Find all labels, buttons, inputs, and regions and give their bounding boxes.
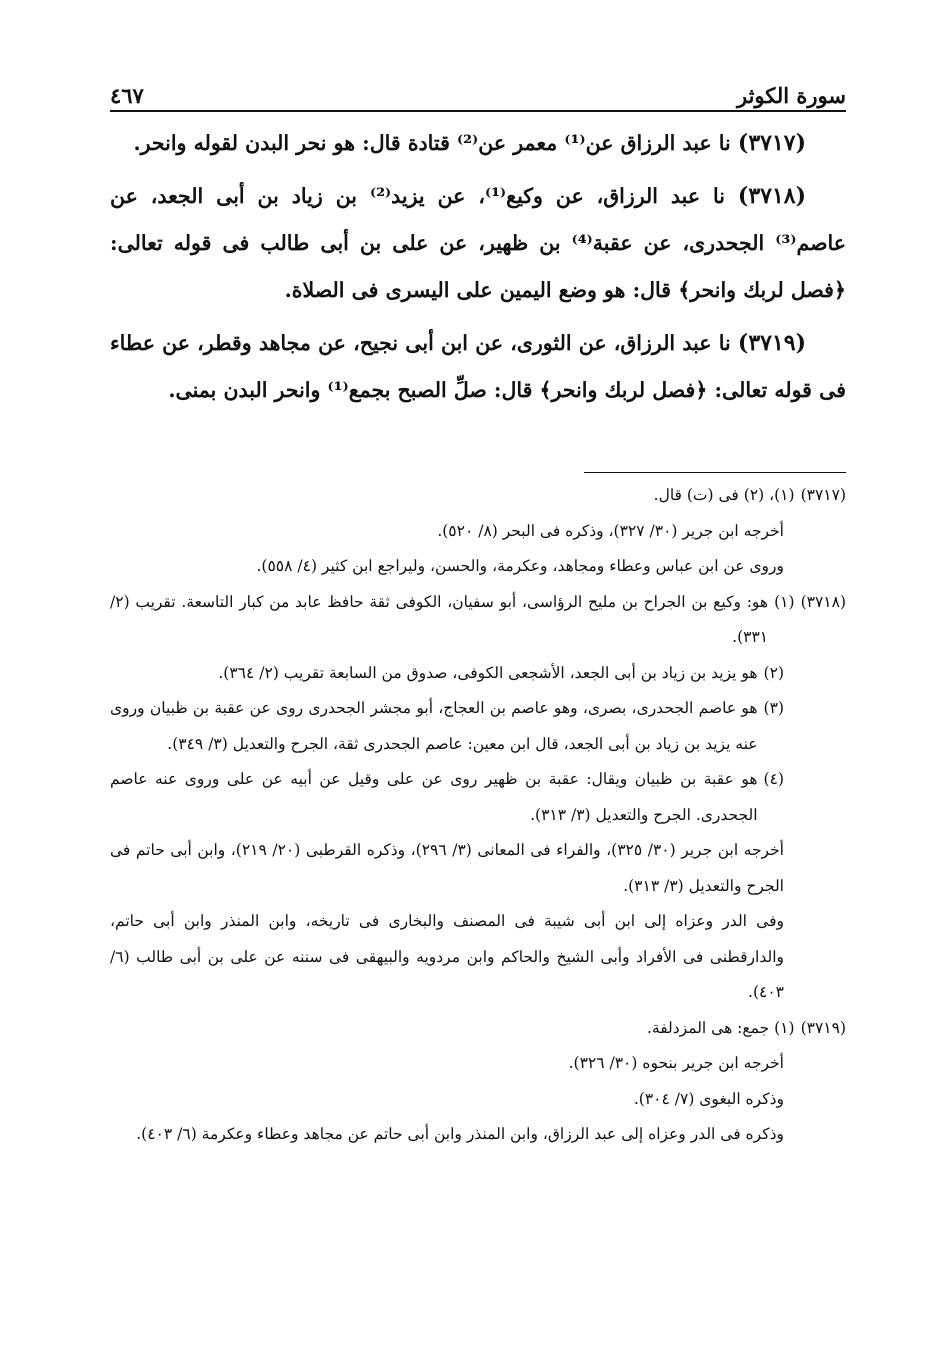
footnote-text: هو: وكيع بن الجراح بن مليح الرؤاسى، أبو سفيان، الكوفى ثقة حافظ عابد من كبار التاسعة. تقريب (٢/ ٣٣١). (110, 592, 769, 646)
footnote-3719-head (110, 1011, 846, 1047)
footnote-sub-id: (٣) (763, 699, 784, 717)
narration-3718 (110, 173, 846, 314)
footnote-3718-item-3 (110, 691, 846, 762)
footnote-id: (٣٧١٧) (800, 486, 846, 504)
footnote-id: (٣٧١٨) (800, 592, 846, 611)
page-number: ٤٦٧ (110, 83, 144, 108)
surah-title: سورة الكوثر (736, 83, 846, 108)
page-header (110, 74, 846, 108)
main-text (110, 120, 846, 420)
footnote-text: (١) جمع: هى المزدلفة. (646, 1018, 795, 1037)
footnote-line: وذكره فى الدر وعزاه إلى عبد الرزاق، وابن المنذر وابن أبى حاتم عن مجاهد وعطاء وعكرمة (٦/ ٤٠٣). (136, 1125, 784, 1143)
footnote-line: وروى عن ابن عباس وعطاء ومجاهد، وعكرمة، والحسن، وليراجع ابن كثير (٤/ ٥٥٨). (256, 557, 784, 575)
footnote-sub-id: (١) (774, 592, 795, 611)
narration-number: (٣٧١٩) (737, 330, 806, 356)
footnote-line: أخرجه ابن جرير (٣٠/ ٣٢٧)، وذكره فى البحر (٨/ ٥٢٠). (437, 521, 784, 540)
narration-text: نا عبد الرزاق، عن الثورى، عن ابن أبى نجيح، عن مجاهد وقطر، عن عطاء فى قوله تعالى: ﴿فصل لربك وانحر﴾ قال: صلِّ الصبح بجمع⁽¹⁾ وانحر البدن بمنى. (110, 331, 846, 402)
footnote-text: هو عاصم الجحدرى، بصرى، وهو عاصم بن العجاج، أبو مجشر الجحدرى روى عن عقبة بن ظبيان وروى عنه يزيد بن زياد بن أبى الجعد، قال ابن معين: عاصم الجحدرى ثقة، الجرح والتعديل (٣/ ٣٤٩). (110, 699, 758, 753)
footnote-line: وفى الدر وعزاه إلى ابن أبى شيبة فى المصنف والبخارى فى تاريخه، وابن المنذر وابن أبى حاتم، والدارقطنى فى الأفراد وأبى الشيخ والحاكم وابن مردويه والبيهقى فى سننه عن على بن أبى طالب (٦/ ٤٠٣). (110, 912, 784, 1001)
footnote-id: (٣٧١٩) (800, 1018, 846, 1037)
footnote-3718-item-2 (110, 656, 846, 692)
footnote-text: هو عقبة بن ظبيان ويقال: عقبة بن ظهير روى عن على وقيل عن أبيه عن على وروى عنه عاصم الجحدرى. الجرح والتعديل (٣/ ٣١٣). (110, 770, 758, 824)
footnote-text: (١)، (٢) فى (ت) قال. (653, 486, 795, 504)
narration-3717 (110, 120, 846, 167)
footnote-3718-item-1 (110, 585, 846, 656)
narration-3719 (110, 320, 846, 414)
narration-number: (٣٧١٨) (737, 183, 807, 209)
footnote-line: أخرجه ابن جرير (٣٠/ ٣٢٥)، والفراء فى المعانى (٣/ ٢٩٦)، وذكره القرطبى (٢٠/ ٢١٩)، وابن أبى حاتم فى الجرح والتعديل (٣/ ٣١٣). (110, 841, 784, 895)
footnotes (110, 478, 846, 1153)
footnote-sub-id: (٢) (763, 663, 784, 682)
footnote-separator (584, 472, 846, 473)
narration-number: (٣٧١٧) (737, 130, 806, 156)
footnote-line: أخرجه ابن جرير بنحوه (٣٠/ ٣٢٦). (568, 1054, 784, 1072)
footnote-3717-head (110, 478, 846, 514)
footnote-text: هو يزيد بن زياد بن أبى الجعد، الأشجعى الكوفى، صدوق من السابعة تقريب (٢/ ٣٦٤). (218, 663, 758, 682)
footnote-sub-id: (٤) (763, 770, 784, 788)
footnote-line: وذكره البغوى (٧/ ٣٠٤). (633, 1089, 784, 1108)
narration-text: نا عبد الرزاق، عن وكيع⁽¹⁾، عن يزيد⁽²⁾ بن زياد بن أبى الجعد، عن عاصم⁽³⁾ الجحدرى، عن عقبة⁽⁴⁾ بن ظهير، عن على بن أبى طالب فى قوله تعالى: ﴿فصل لربك وانحر﴾ قال: هو وضع اليمين على اليسرى فى الصلاة. (110, 184, 846, 302)
header-rule (110, 110, 846, 112)
narration-text: نا عبد الرزاق عن⁽¹⁾ معمر عن⁽²⁾ قتادة قال: هو نحر البدن لقوله وانحر. (133, 131, 731, 155)
footnote-3718-item-4 (110, 762, 846, 833)
